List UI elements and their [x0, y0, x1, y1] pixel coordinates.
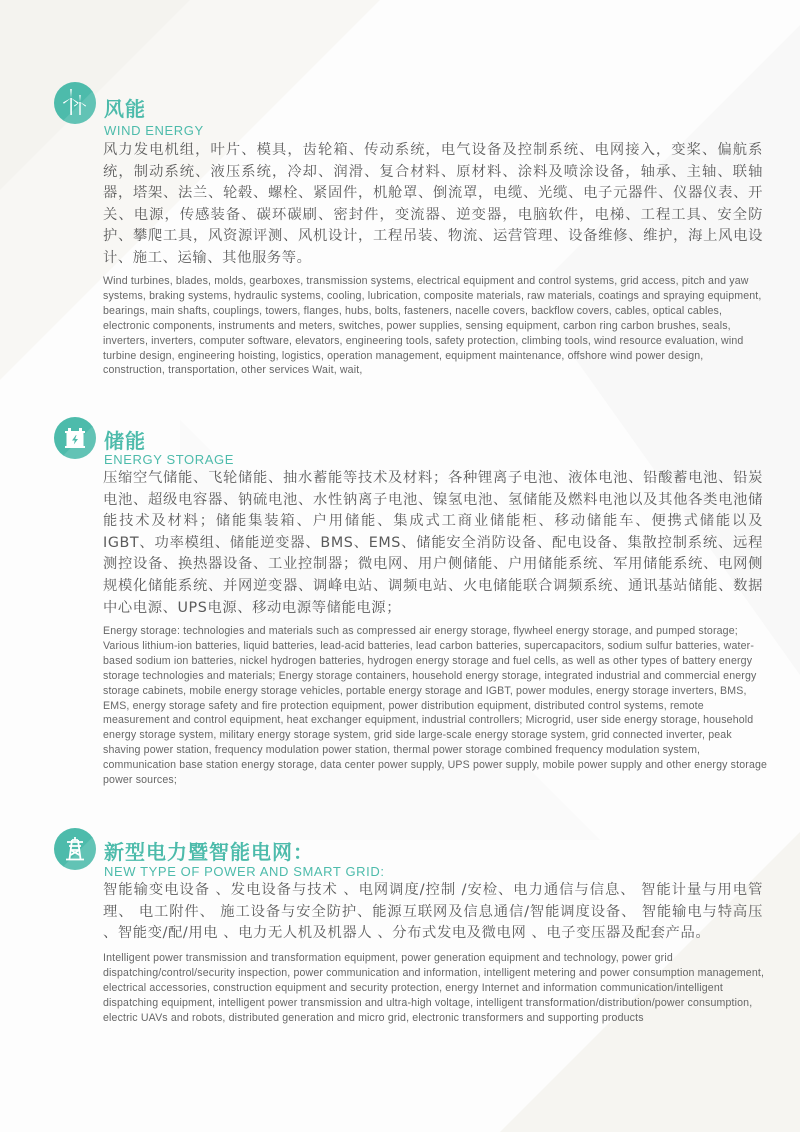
wind-turbine-icon — [54, 82, 96, 124]
section-description-en: Intelligent power transmission and transformation equipment, power generation equipment and technology, power grid dispatching/control/security inspection, power communication and information, intelligent metering and power consumption management, electrical accessories, construction equipment and security protection, energy Internet and information communication/intelligent dispatching equipment, intelligent power transmission and ultra-high voltage, intelligent transformation/distribution/power consumption, electric UAVs and robots, distributed generation and micro grid, electronic transformers and supporting products — [103, 952, 765, 1024]
section-description-en: Energy storage: technologies and materials such as compressed air energy storage, flywheel energy storage, and pumped storage; Various lithium-ion batteries, liquid batteries, lead-acid batteries, lead carbon batteries, supercapacitors, sodium sulfur batteries, water-based sodium ion batteries, nickel hydrogen batteries, hydrogen energy storage and fuel cells, as well as other types of battery energy storage technologies and materials; Energy storage containers, household energy storage, integrated industrial and commercial energy storage cabinets, mobile energy storage vehicles, portable energy storage and IGBT, power modules, energy storage inverters, BMS, EMS, energy storage safety and fire protection equipment, power distribution equipment, distributed control systems, remote measurement and control equipment, heat exchanger equipment, industrial controllers; Microgrid, user side energy storage, household energy storage system, military energy storage system, grid side large-scale energy storage system, grid connected inverter, peak shaving power station, frequency modulation power station, thermal power storage combined frequency modulation system, communication base station energy storage, data center power supply, UPS power supply, mobile power supply and other energy storage power sources; — [103, 625, 768, 787]
section-subtitle: WIND ENERGY — [104, 123, 204, 138]
section-title: 风能 — [104, 97, 146, 121]
section-description-zh: 智能输变电设备 、发电设备与技术 、电网调度/控制 /安检、电力通信与信息、 智能计量与用电管理、 电工附件、 施工设备与安全防护、能源互联网及信息通信/智能调度设备、 智能输电与特高压 、智能变/配/用电 、电力无人机及机器人 、分布式发电及微电网 、电子变压器及配套产品。 — [103, 882, 763, 942]
power-tower-icon — [54, 828, 96, 870]
section-description-en: Wind turbines, blades, molds, gearboxes, transmission systems, electrical equipment and control systems, grid access, pitch and yaw systems, braking systems, hydraulic systems, cooling, lubrication, composite materials, raw materials, coatings and spraying equipment, bearings, main shafts, couplings, towers, flanges, hubs, bolts, fasteners, nacelle covers, backflow covers, cables, optical cables, electronic components, instruments and meters, switches, power supplies, sensing equipment, carbon ring carbon brushes, seals, inverters, inverters, computer software, elevators, engineering tools, safety protection, climbing tools, wind resource evaluation, wind turbine design, engineering hoisting, logistics, operation management, equipment maintenance, offshore wind power design, construction, transportation, other services Wait, wait, — [103, 275, 762, 377]
section-title: 新型电力暨智能电网： — [104, 840, 314, 864]
section-subtitle: ENERGY STORAGE — [104, 452, 235, 467]
section-subtitle: NEW TYPE OF POWER AND SMART GRID: — [104, 864, 385, 879]
section-description-zh: 压缩空气储能、飞轮储能、抽水蓄能等技术及材料；各种锂离子电池、液体电池、铅酸蓄电池、铅炭电池、超级电容器、钠硫电池、水性钠离子电池、镍氢电池、氢储能及燃料电池以及其他各类电池储能技术及材料；储能集装箱、户用储能、集成式工商业储能柜、移动储能车、便携式储能以及IGBT、功率模组、储能逆变器、BMS、EMS、储能安全消防设备、配电设备、集散控制系统、远程测控设备、换热器设备、工业控制器；微电网、用户侧储能、户用储能系统、军用储能系统、电网侧规模化储能系统、并网逆变器、调峰电站、调频电站、火电储能联合调频系统、通讯基站储能、数据中心电源、UPS电源、移动电源等储能电源； — [103, 470, 763, 616]
section-description-zh: 风力发电机组，叶片、模具，齿轮箱、传动系统，电气设备及控制系统、电网接入，变桨、偏航系统，制动系统、液压系统，冷却、润滑、复合材料、原材料、涂料及喷涂设备，轴承、主轴、联轴器，塔架、法兰、轮毂、螺栓、紧固件，机舱罩、倒流罩，电缆、光缆、电子元器件、仪器仪表、开关、电源，传感装备、碳环碳刷、密封件，变流器、逆变器，电脑软件，电梯、工程工具、安全防护、攀爬工具，风资源评测、风机设计，工程吊装、物流、运营管理、设备维修、维护，海上风电设计、施工、运输、其他服务等。 — [103, 142, 763, 266]
section-title: 储能 — [104, 429, 146, 453]
battery-icon — [54, 417, 96, 459]
